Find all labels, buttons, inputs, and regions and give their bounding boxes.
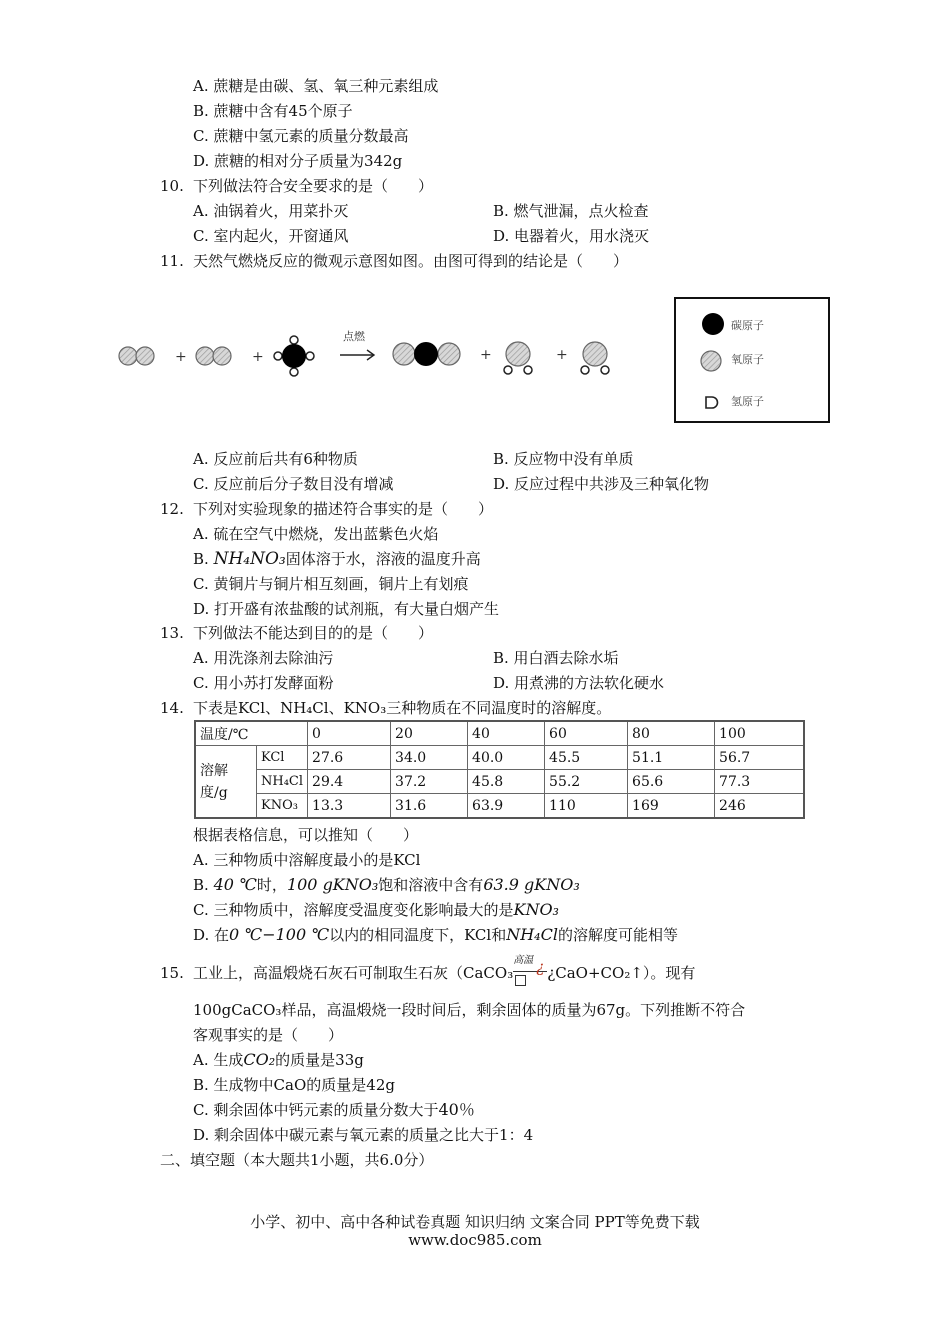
section-2-heading: 二、填空题（本大题共1小题，共6.0分） <box>160 1151 434 1169</box>
table-header-temp: 温度/℃ <box>195 721 308 746</box>
plus-sign: + <box>556 347 568 363</box>
q10-option-d: D. 电器着火，用水浇灭 <box>493 227 650 245</box>
q14-stem <box>160 697 611 719</box>
q11-option-b: B. 反应物中没有单质 <box>493 450 634 468</box>
q14-option-b-solute: 63.9 gKNO₃ <box>483 875 580 894</box>
q15-line-1b: ¿CaO+CO₂↑）。现有 <box>547 964 696 982</box>
q15-option-a <box>193 1049 364 1071</box>
q15-stem-line-2: 100gCaCO₃样品，高温煅烧一段时间后，剩余固体的质量为67g。下列推断不符合 <box>193 1001 746 1019</box>
q11-option-c: C. 反应前后分子数目没有增减 <box>193 475 394 493</box>
hydrogen-atom-icon <box>706 397 718 408</box>
table-cell: 56.7 <box>715 746 805 770</box>
table-cell: 51.1 <box>628 746 715 770</box>
q13-stem <box>160 622 433 644</box>
plus-sign: + <box>480 347 492 363</box>
q15-option-b: B. 生成物中CaO的质量是42g <box>193 1076 395 1094</box>
q15-option-a-text: 的质量是33g <box>275 1051 364 1069</box>
q15-option-a-formula: CO₂ <box>243 1050 276 1069</box>
placeholder-box-icon <box>515 975 526 986</box>
q11-number: 11. <box>160 252 184 270</box>
water-molecule-2 <box>581 342 609 374</box>
table-cell: 40.0 <box>468 746 545 770</box>
table-cell: 80 <box>628 721 715 746</box>
q11-option-a: A. 反应前后共有6种物质 <box>193 450 358 468</box>
q12-stem-text: 下列对实验现象的描述符合事实的是（ ） <box>193 500 494 518</box>
q13-stem-text: 下列做法不能达到目的的是（ ） <box>193 624 434 642</box>
footer-url[interactable]: www.doc985.com <box>408 1231 542 1249</box>
q15-line-1a: 工业上，高温煅烧石灰石可制取生石灰（CaCO₃ <box>193 964 514 982</box>
table-row-label: NH₄Cl <box>257 770 308 794</box>
q14-option-c-formula: KNO₃ <box>513 900 559 919</box>
plus-sign: + <box>252 349 264 365</box>
q13-number: 13. <box>160 624 184 642</box>
q14-option-b-text-1: 时， <box>256 876 287 894</box>
reaction-diagram <box>112 292 842 432</box>
q12-option-c: C. 黄铜片与铜片相互刻画，铜片上有划痕 <box>193 575 469 593</box>
q14-option-d-text-1: 以内的相同温度下，KCl和 <box>329 926 507 944</box>
q12-option-b-formula: NH₄NO₃ <box>213 549 286 569</box>
q13-option-c: C. 用小苏打发酵面粉 <box>193 674 334 692</box>
plus-sign: + <box>175 349 187 365</box>
q14-option-d <box>193 924 678 946</box>
q13-option-d: D. 用煮沸的方法软化硬水 <box>493 674 665 692</box>
q15-condition: 高温 <box>513 955 534 966</box>
q12-number: 12. <box>160 500 184 518</box>
q10-stem-text: 下列做法符合安全要求的是（ ） <box>193 177 434 195</box>
solubility-table <box>194 720 805 819</box>
table-header-solubility <box>195 746 257 819</box>
q15-garbled-glyph: ¿ <box>536 958 545 976</box>
q9-option-a: A. 蔗糖是由碳、氢、氧三种元素组成 <box>193 77 439 95</box>
q11-stem-text: 天然气燃烧反应的微观示意图如图。由图可得到的结论是（ ） <box>193 252 629 270</box>
table-cell: 31.6 <box>391 794 468 819</box>
solubility-label-2: 度/g <box>200 784 228 801</box>
q14-option-d-formula: NH₄Cl <box>506 925 558 944</box>
q10-stem <box>160 175 433 197</box>
q12-option-b-label: B. <box>193 550 209 568</box>
q14-option-b <box>193 874 580 896</box>
table-row-label: KNO₃ <box>257 794 308 819</box>
q12-stem <box>160 498 493 520</box>
atom-legend <box>675 298 829 422</box>
q13-option-a: A. 用洗涤剂去除油污 <box>193 649 334 667</box>
q14-stem-text: 下表是KCl、NH₄Cl、KNO₃三种物质在不同温度时的溶解度。 <box>193 699 612 717</box>
q14-option-b-temp: 40 ℃ <box>213 875 257 894</box>
table-cell: 246 <box>715 794 805 819</box>
table-row <box>195 746 804 770</box>
table-cell: 63.9 <box>468 794 545 819</box>
q10-option-b: B. 燃气泄漏，点火检查 <box>493 202 649 220</box>
table-cell: 45.5 <box>545 746 628 770</box>
table-cell: 100 <box>715 721 805 746</box>
q14-option-a: A. 三种物质中溶解度最小的是KCl <box>193 851 421 869</box>
oxygen-molecule-1 <box>119 347 154 365</box>
q14-option-d-text-2: 的溶解度可能相等 <box>557 926 678 944</box>
footer-text: 小学、初中、高中各种试卷真题 知识归纳 文案合同 PPT等免费下载 <box>250 1213 700 1231</box>
table-row <box>195 794 804 819</box>
q14-option-c <box>193 899 559 921</box>
table-row <box>195 721 804 746</box>
solubility-label-1: 溶解 <box>200 762 228 779</box>
q14-option-d-range: 0 ℃−100 ℃ <box>229 925 330 944</box>
q9-option-b: B. 蔗糖中含有45个原子 <box>193 102 353 120</box>
q15-option-c <box>193 1099 475 1121</box>
oxygen-atom-icon <box>701 351 721 371</box>
table-cell: 29.4 <box>308 770 391 794</box>
table-cell: 0 <box>308 721 391 746</box>
table-cell: 34.0 <box>391 746 468 770</box>
q15-stem-line-1 <box>160 955 696 984</box>
q12-option-b <box>193 548 481 570</box>
q15-stem-line-3: 客观事实的是（ ） <box>193 1026 344 1044</box>
table-cell: 169 <box>628 794 715 819</box>
methane-molecule <box>274 336 314 376</box>
q15-option-a-label: A. 生成 <box>193 1051 244 1069</box>
table-cell: 40 <box>468 721 545 746</box>
table-cell: 77.3 <box>715 770 805 794</box>
q14-option-c-text: C. 三种物质中，溶解度受温度变化影响最大的是 <box>193 901 514 919</box>
reaction-condition-block <box>513 955 547 984</box>
carbon-dioxide-molecule <box>393 342 460 366</box>
q15-option-d: D. 剩余固体中碳元素与氧元素的质量之比大于1：4 <box>193 1126 534 1144</box>
q15-option-c-value: 40％ <box>438 1100 475 1119</box>
reaction-condition: 点燃 <box>343 330 365 343</box>
table-cell: 65.6 <box>628 770 715 794</box>
table-cell: 13.3 <box>308 794 391 819</box>
q12-option-b-text: 固体溶于水，溶液的温度升高 <box>285 550 481 568</box>
q12-option-d: D. 打开盛有浓盐酸的试剂瓶，有大量白烟产生 <box>193 600 500 618</box>
q14-after-table: 根据表格信息，可以推知（ ） <box>193 826 419 844</box>
q11-option-d: D. 反应过程中共涉及三种氧化物 <box>493 475 710 493</box>
q15-number: 15. <box>160 964 184 982</box>
q14-number: 14. <box>160 699 184 717</box>
q14-option-d-label: D. 在 <box>193 926 230 944</box>
q14-option-b-mass: 100 gKNO₃ <box>286 875 379 894</box>
q9-option-c: C. 蔗糖中氢元素的质量分数最高 <box>193 127 409 145</box>
table-cell: 27.6 <box>308 746 391 770</box>
legend-carbon: 碳原子 <box>731 319 764 332</box>
q12-option-a: A. 硫在空气中燃烧，发出蓝紫色火焰 <box>193 525 439 543</box>
q10-number: 10. <box>160 177 184 195</box>
q14-option-b-text-2: 饱和溶液中含有 <box>378 876 484 894</box>
q9-option-d: D. 蔗糖的相对分子质量为342g <box>193 152 403 170</box>
legend-oxygen: 氧原子 <box>731 353 764 366</box>
table-cell: 55.2 <box>545 770 628 794</box>
carbon-atom-icon <box>702 313 724 335</box>
table-row-label: KCl <box>257 746 308 770</box>
q11-stem <box>160 250 628 272</box>
water-molecule-1 <box>504 342 532 374</box>
table-cell: 37.2 <box>391 770 468 794</box>
table-cell: 110 <box>545 794 628 819</box>
oxygen-molecule-2 <box>196 347 231 365</box>
legend-hydrogen: 氢原子 <box>731 395 764 408</box>
table-cell: 20 <box>391 721 468 746</box>
reaction-arrow-icon <box>340 350 374 360</box>
table-cell: 60 <box>545 721 628 746</box>
q15-option-c-text: C. 剩余固体中钙元素的质量分数大于 <box>193 1101 439 1119</box>
q10-option-a: A. 油锅着火，用菜扑灭 <box>193 202 349 220</box>
table-cell: 45.8 <box>468 770 545 794</box>
q10-option-c: C. 室内起火，开窗通风 <box>193 227 349 245</box>
q13-option-b: B. 用白酒去除水垢 <box>493 649 619 667</box>
q14-option-b-label: B. <box>193 876 209 894</box>
table-row <box>195 770 804 794</box>
